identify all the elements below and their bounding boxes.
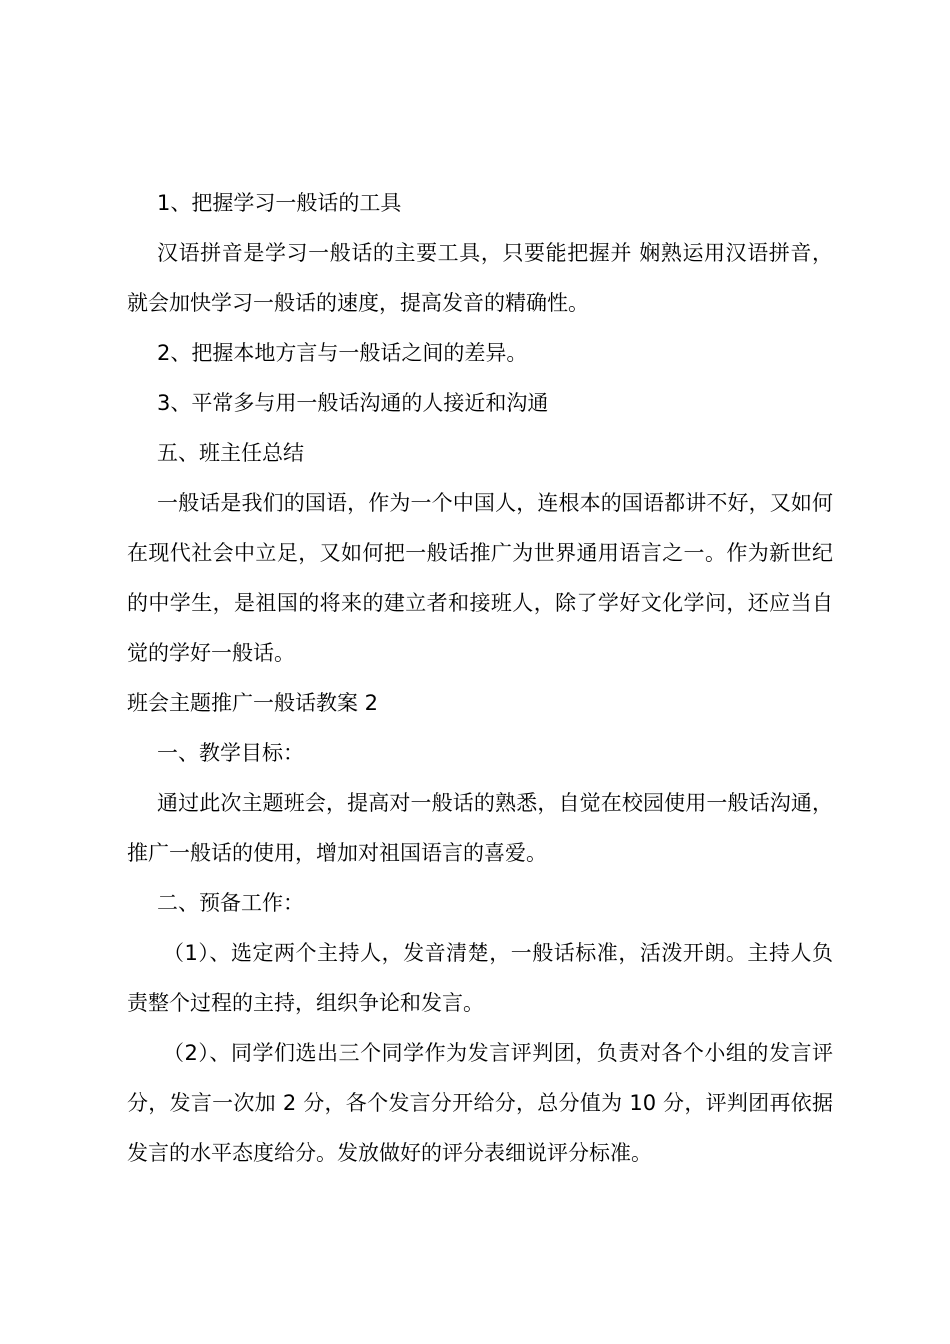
paragraph-summary: 一般话是我们的国语，作为一个中国人，连根本的国语都讲不好，又如何在现代社会中立足，又如何把一般话推广为世界通用语言之一。作为新世纪的中学生，是祖国的将来的建立者和接班人，除了学好文化学问，还应当自觉的学好一般话。 — [127, 491, 833, 665]
item-dialect-difference: 2、把握本地方言与一般话之间的差异。 — [157, 341, 528, 365]
item-communicate: 3、平常多与用一般话沟通的人接近和沟通 — [157, 391, 549, 415]
paragraph-hosts: （1）、选定两个主持人，发音清楚，一般话标准，活泼开朗。主持人负责整个过程的主持，组织争论和发言。 — [127, 941, 833, 1015]
document-page — [127, 178, 833, 1178]
paragraph-pinyin: 汉语拼音是学习一般话的主要工具，只要能把握并 娴熟运用汉语拼音，就会加快学习一般话的速度，提高发音的精确性。 — [127, 241, 833, 315]
paragraph-judges: （2）、同学们选出三个同学作为发言评判团，负责对各个小组的发言评分，发言一次加 2 分，各个发言分开给分，总分值为 10 分，评判团再依据发言的水平态度给分。发放做好的评分表细说评分标准。 — [127, 1041, 833, 1165]
heading-teacher-summary: 五、班主任总结 — [157, 441, 304, 465]
heading-preparation: 二、预备工作： — [157, 891, 304, 915]
heading-lesson-plan-2: 班会主题推广一般话教案 2 — [127, 691, 379, 715]
heading-grasp-tools: 1、把握学习一般话的工具 — [157, 191, 402, 215]
heading-teaching-goals: 一、教学目标： — [157, 741, 304, 765]
paragraph-goals: 通过此次主题班会，提高对一般话的熟悉，自觉在校园使用一般话沟通，推广一般话的使用，增加对祖国语言的喜爱。 — [127, 791, 833, 865]
